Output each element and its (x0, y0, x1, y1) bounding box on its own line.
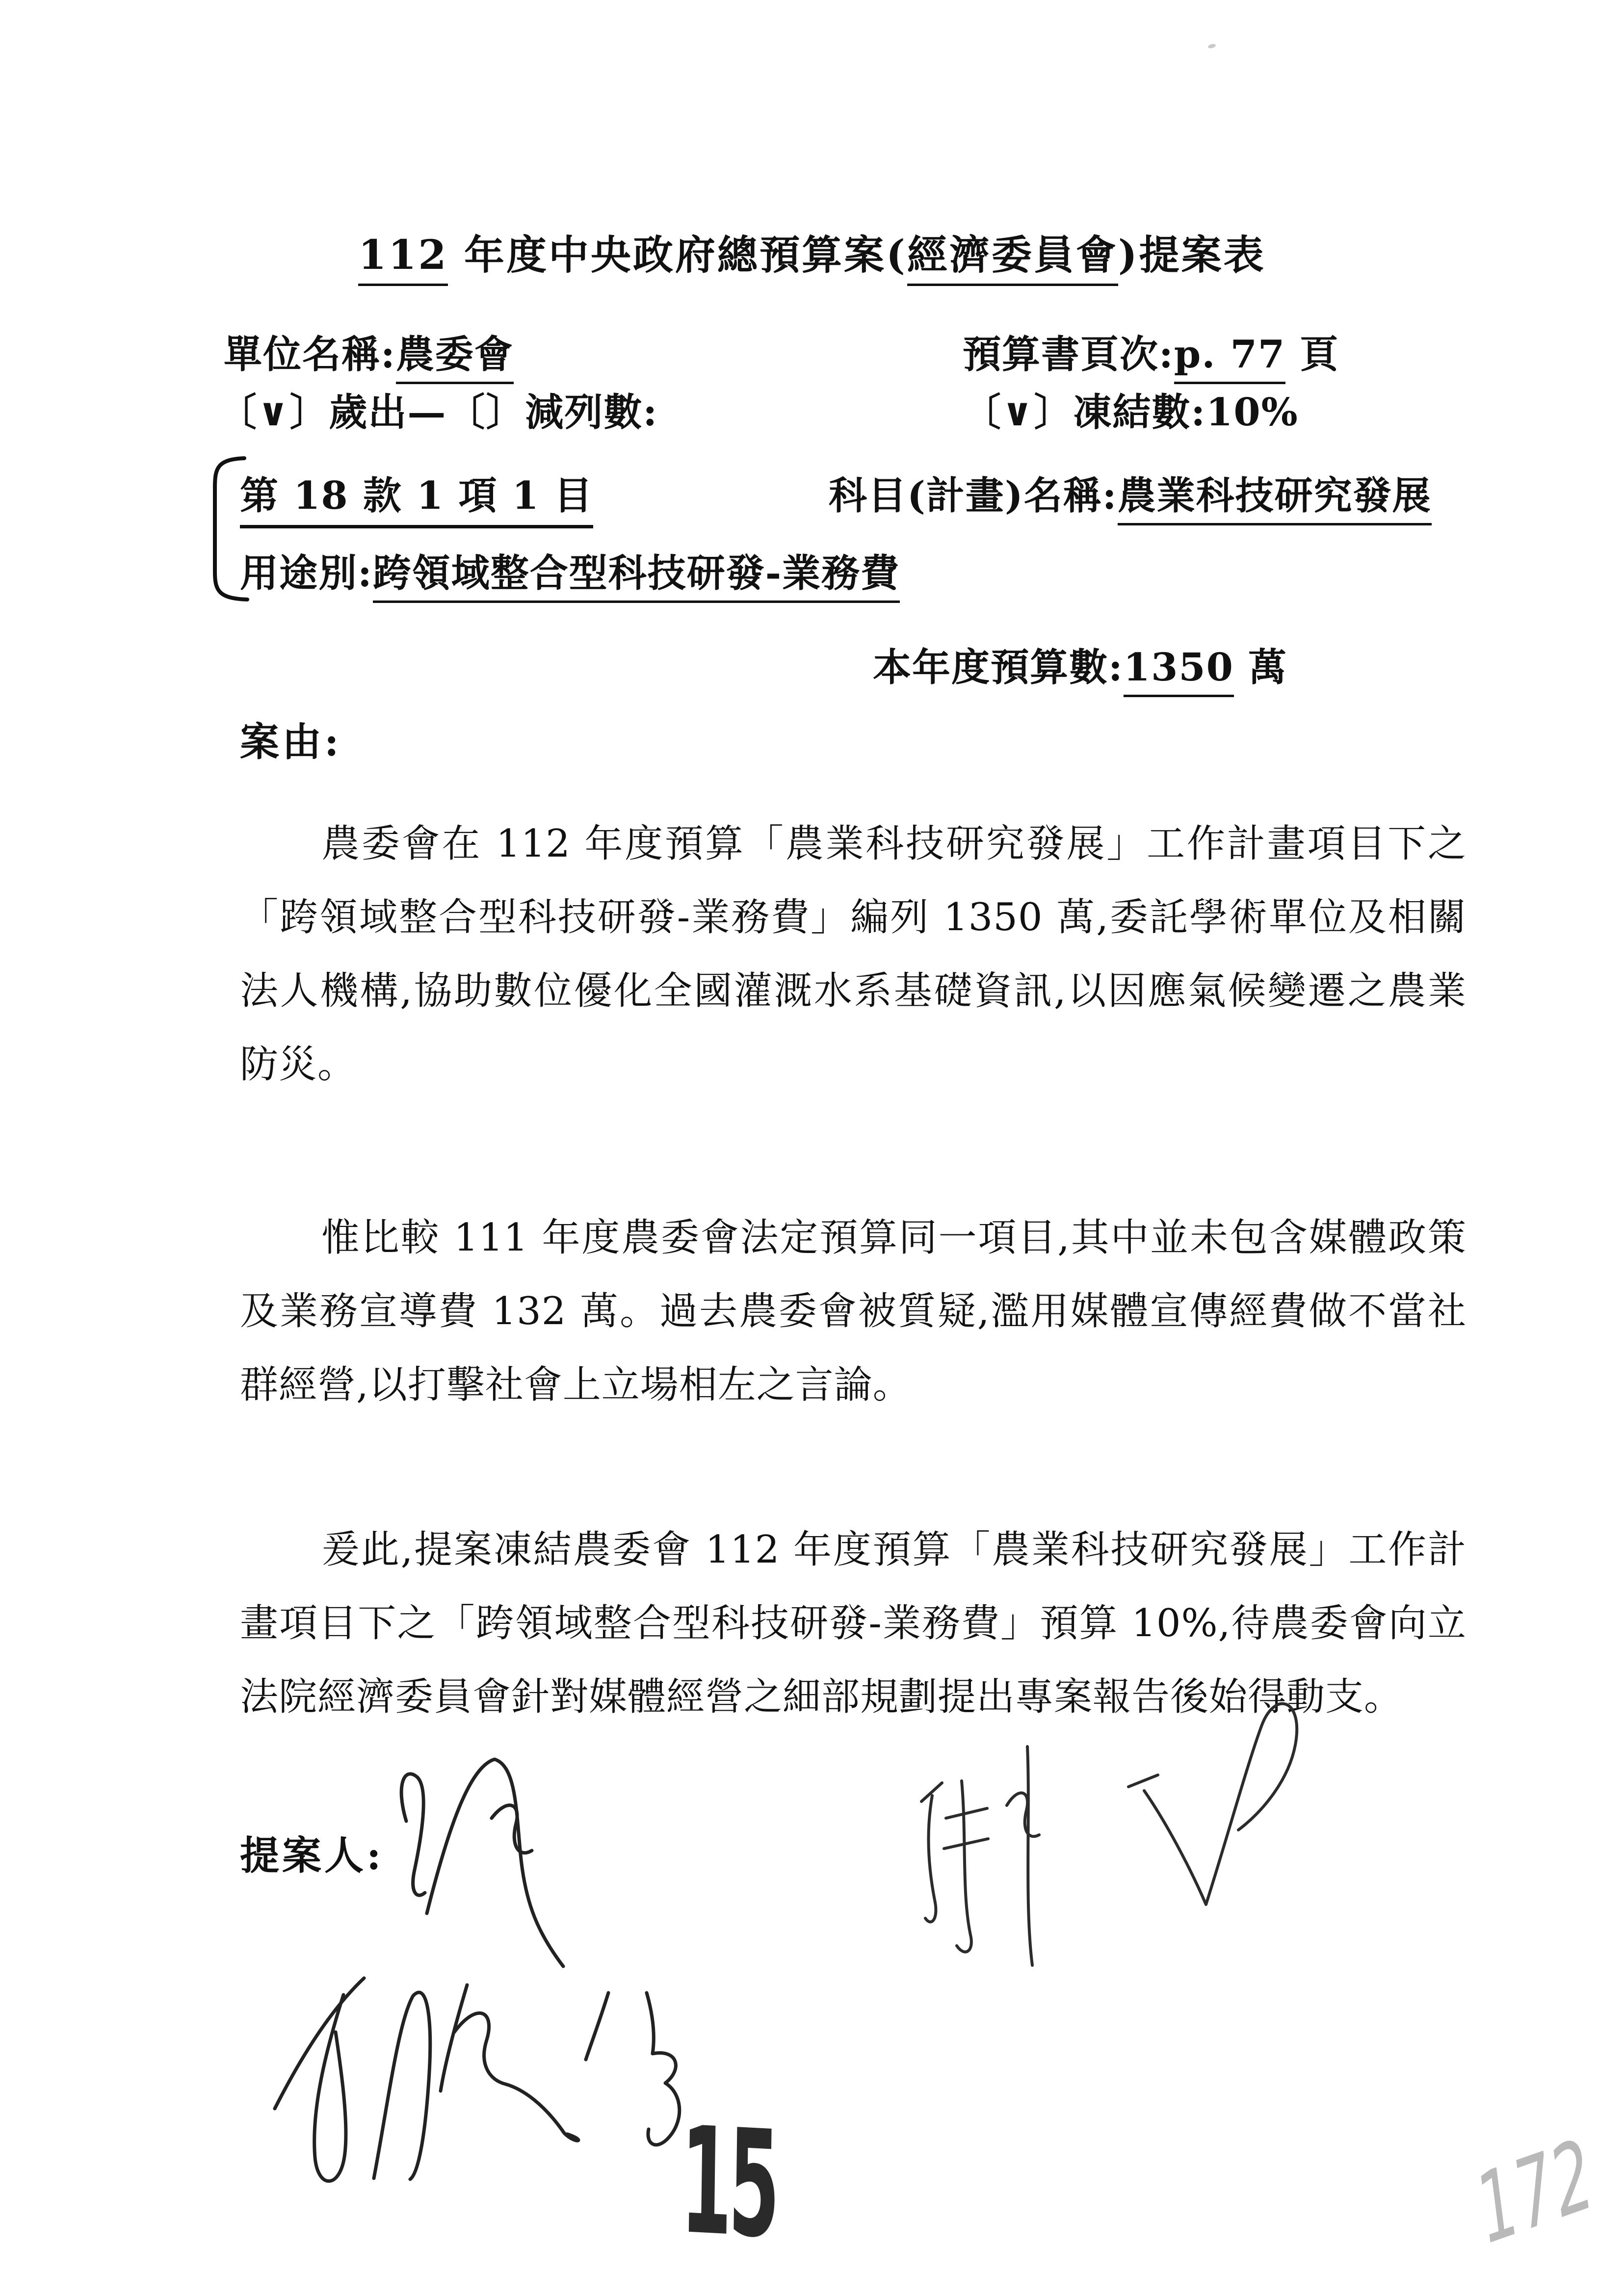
checkbox-expenditure-row (218, 382, 658, 437)
title-committee: 經濟委員會 (907, 232, 1118, 286)
checkbox-freeze-value: 10% (1206, 390, 1299, 435)
unit-name-field (224, 324, 514, 379)
unit-name-value: 農委會 (396, 332, 514, 384)
annual-budget-label: 本年度預算數: (873, 645, 1124, 690)
proposer-signature-2 (921, 1704, 1297, 1965)
budget-book-page-field (963, 324, 1339, 379)
usage-type-value: 跨領域整合型科技研發-業務費 (373, 551, 900, 603)
annual-budget-field (873, 637, 1287, 692)
handwritten-page-number: 15 (680, 2095, 778, 2271)
subject-name-field (829, 465, 1432, 520)
item-clause-value: 第 18 款 1 項 1 目 (240, 473, 593, 528)
case-paragraph-2: 惟比較 111 年度農委會法定預算同一項目,其中並未包含媒體政策及業務宣導費 132 萬。過去農委會被質疑,濫用媒體宣傳經費做不當社群經營,以打擊社會上立場相左之言論。 (240, 1216, 1467, 1407)
budget-book-page-label: 預算書頁次: (963, 332, 1174, 377)
unit-name-label: 單位名稱: (224, 332, 396, 377)
annual-budget-value: 1350 (1124, 645, 1234, 697)
budget-book-page-suffix: 頁 (1285, 332, 1339, 377)
case-paragraph-3: 爰此,提案凍結農委會 112 年度預算「農業科技研究發展」工作計畫項目下之「跨領域整合型科技研發-業務費」預算 10%,待農委會向立法院經濟委員會針對媒體經營之細部規劃提出專案報告後始得動支。 (240, 1528, 1467, 1719)
title-segment-2: )提案表 (1118, 232, 1266, 279)
proposer-signature-1 (401, 1759, 563, 1966)
checkbox-freeze-label: 〔∨〕凍結數: (963, 390, 1206, 435)
item-clause-field (240, 465, 593, 520)
proposer-label: 提案人: (240, 1832, 384, 1879)
checkbox-expenditure-text: 〔∨〕歲出—〔〕減列數: (218, 390, 658, 435)
usage-type-field (240, 543, 900, 598)
proposer-signatures (221, 1658, 1374, 2222)
document-title (0, 223, 1624, 281)
scan-artifact-speck (1207, 43, 1216, 49)
case-heading: 案由: (240, 719, 342, 765)
subject-name-label: 科目(計畫)名稱: (829, 473, 1118, 518)
annual-budget-suffix: 萬 (1233, 645, 1288, 690)
title-year: 112 (358, 232, 448, 286)
checkbox-freeze-row (963, 382, 1299, 437)
handwritten-corner-mark: 172 (1472, 2116, 1598, 2268)
subject-name-value: 農業科技研究發展 (1118, 473, 1432, 525)
usage-type-label: 用途別: (240, 551, 373, 596)
proposer-signature-3 (275, 1978, 680, 2181)
case-paragraph-1: 農委會在 112 年度預算「農業科技研究發展」工作計畫項目下之「跨領域整合型科技研發-業務費」編列 1350 萬,委託學術單位及相關法人機構,協助數位優化全國灌溉水系基礎資訊,以因應氣候變遷之農業防災。 (240, 822, 1467, 1087)
title-segment-1: 年度中央政府總預算案( (448, 232, 907, 279)
budget-book-page-value: p. 77 (1174, 332, 1285, 384)
